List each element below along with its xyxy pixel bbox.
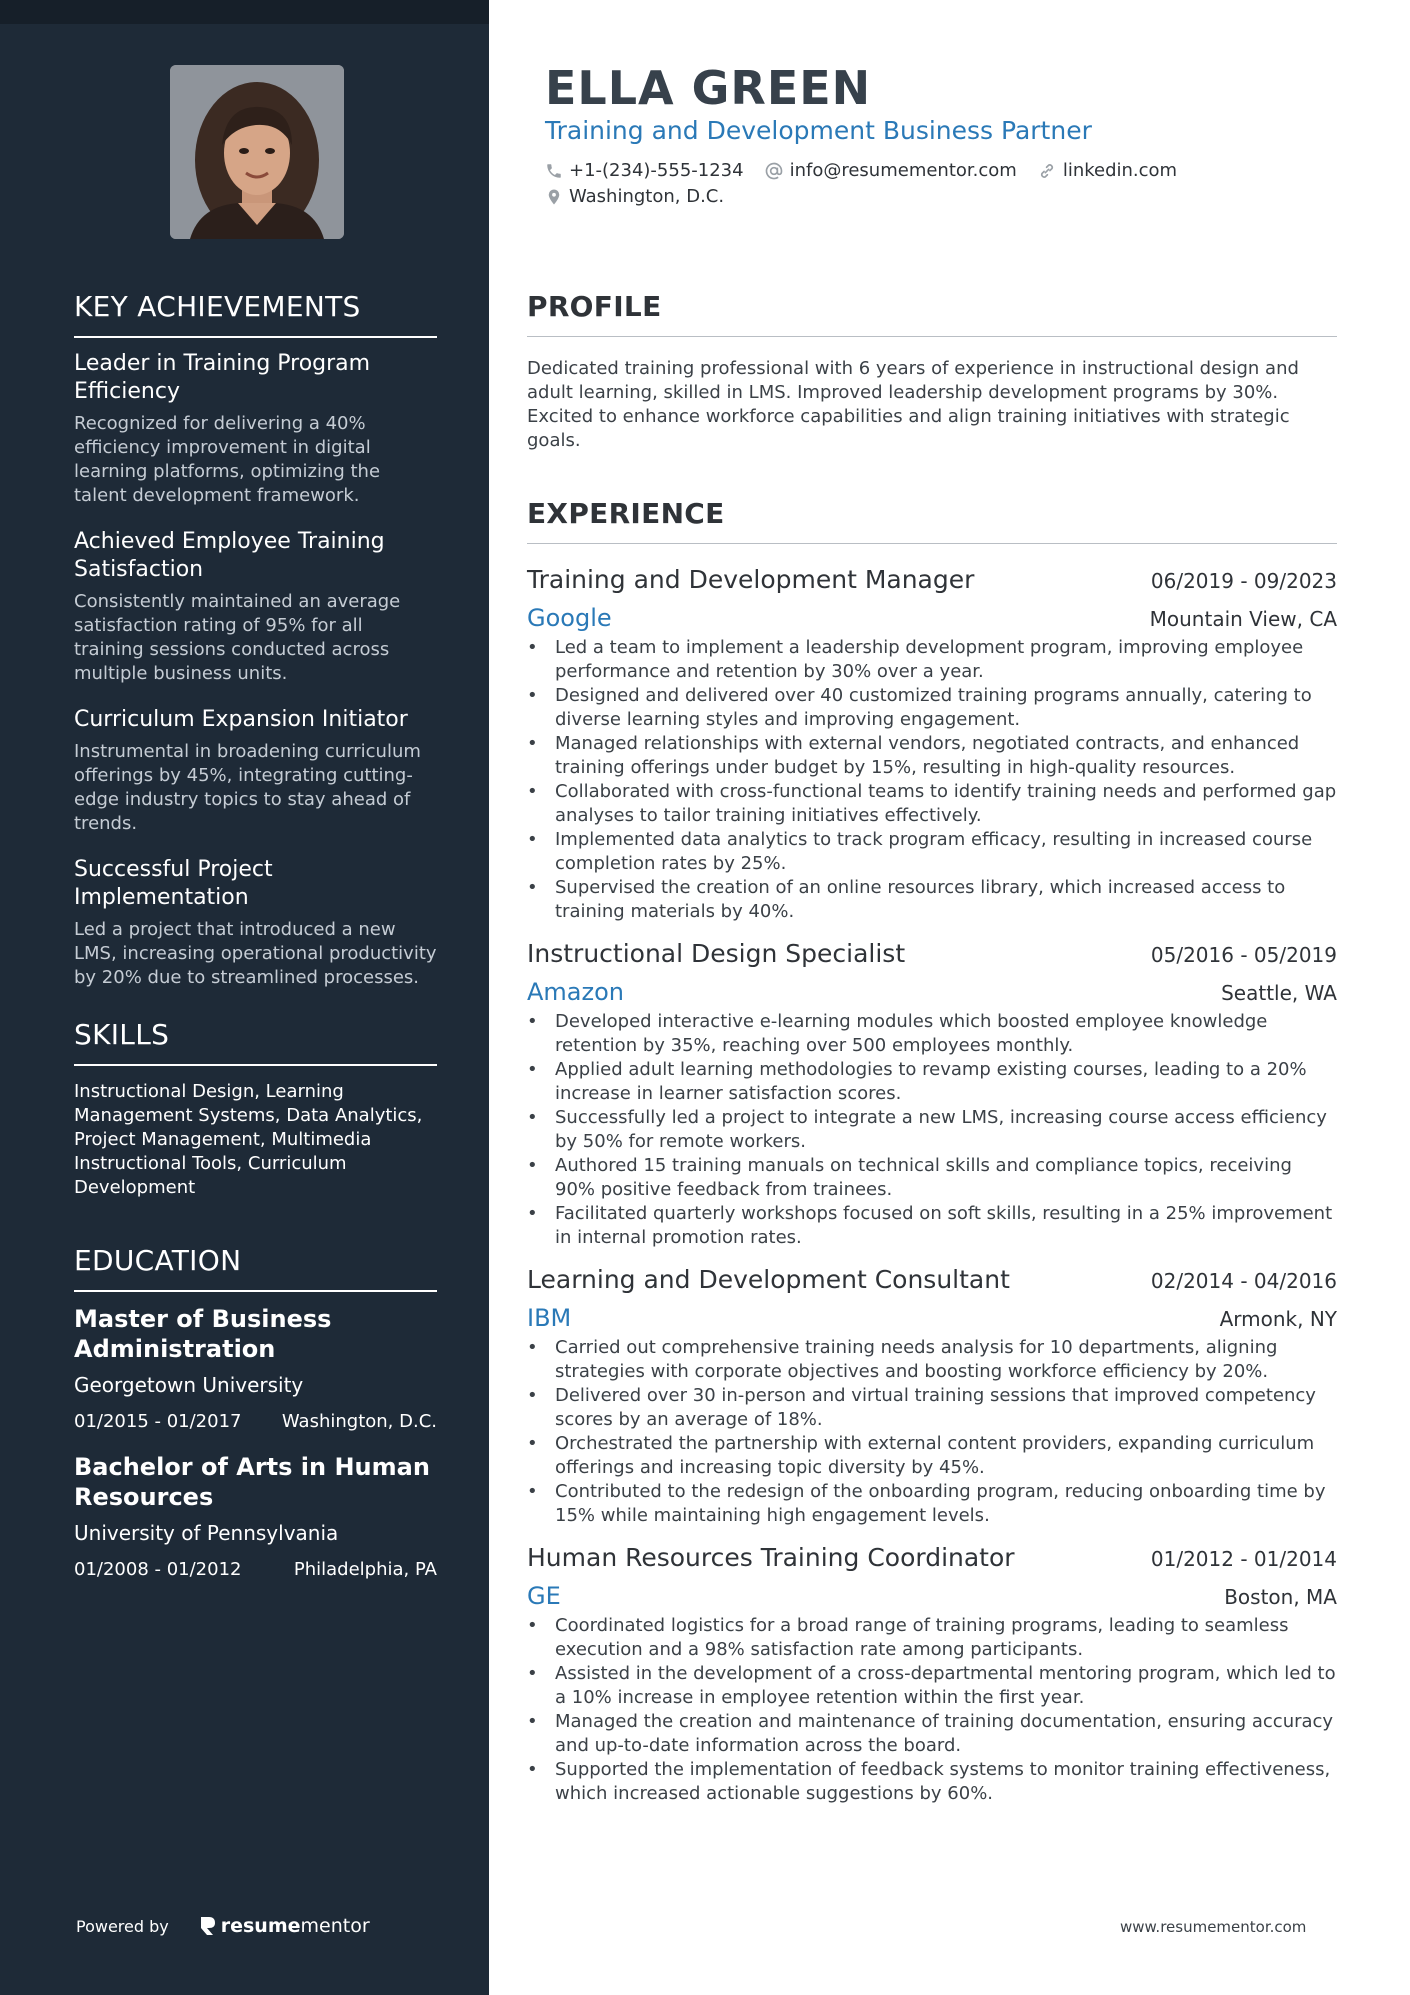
phone-text: +1-(234)-555-1234 (569, 160, 744, 181)
job-entry (527, 564, 1337, 924)
achievement-item (74, 856, 437, 990)
achievement-text: Led a project that introduced a new LMS, increasing operational productivity by 20% due to streamlined processes. (74, 919, 437, 988)
skills-heading: SKILLS (74, 1018, 437, 1066)
achievement-item (74, 528, 437, 686)
job-bullet: • Collaborated with cross-functional teams to identify training needs and performed gap analyses to tailor training initiatives effectively. (527, 780, 1337, 828)
linkedin-text: linkedin.com (1062, 160, 1178, 181)
education-dates: 01/2015 - 01/2017 (74, 1411, 242, 1432)
job-bullet: • Orchestrated the partnership with external content providers, expanding curriculum offerings and increasing topic diversity by 45%. (527, 1432, 1337, 1480)
email-text: info@resumementor.com (789, 160, 1017, 181)
job-company: IBM (527, 1304, 572, 1332)
job-company: Amazon (527, 978, 624, 1006)
job-entry (527, 1264, 1337, 1528)
brand-resume: resume (220, 1915, 301, 1937)
job-bullet: • Facilitated quarterly workshops focused on soft skills, resulting in a 25% improvement in internal promotion rates. (527, 1202, 1337, 1250)
education-school: Georgetown University (74, 1373, 304, 1397)
job-bullet: • Contributed to the redesign of the onboarding program, reducing onboarding time by 15% while maintaining high engagement levels. (527, 1480, 1337, 1528)
brand-mentor: mentor (300, 1915, 370, 1937)
job-bullet: • Authored 15 training manuals on technical skills and compliance topics, receiving 90% positive feedback from trainees. (527, 1154, 1337, 1202)
experience-heading: EXPERIENCE (527, 497, 1337, 544)
education-dates: 01/2008 - 01/2012 (74, 1559, 242, 1580)
education-item (74, 1304, 437, 1434)
job-bullet: • Developed interactive e-learning modules which boosted employee knowledge retention by 35%, reaching over 500 employees monthly. (527, 1010, 1337, 1058)
job-bullet: • Successfully led a project to integrate a new LMS, increasing course access efficiency by 50% for remote workers. (527, 1106, 1337, 1154)
contact-info (545, 158, 1335, 210)
job-subheader (527, 977, 1337, 1008)
key-achievements-section (74, 290, 437, 990)
job-dates: 05/2016 - 05/2019 (1150, 943, 1337, 967)
profile-section (527, 290, 1337, 453)
powered-by (76, 1915, 370, 1937)
link-icon (1037, 161, 1057, 181)
achievement-item (74, 706, 437, 836)
resumementor-logo[interactable] (199, 1915, 370, 1937)
job-title: Learning and Development Consultant (527, 1265, 1010, 1294)
job-subheader (527, 603, 1337, 634)
job-header (527, 938, 1337, 971)
job-bullet: • Coordinated logistics for a broad range of training programs, leading to seamless execution and a 98% satisfaction rate among participants. (527, 1614, 1337, 1662)
job-dates: 02/2014 - 04/2016 (1150, 1269, 1337, 1293)
job-title: Instructional Design Specialist (527, 939, 906, 968)
job-company: GE (527, 1582, 561, 1610)
job-header (527, 564, 1337, 597)
achievement-text: Instrumental in broadening curriculum offerings by 45%, integrating cutting-edge industry topics to stay ahead of trends. (74, 741, 421, 834)
phone-icon (545, 162, 563, 180)
job-bullet: • Managed relationships with external vendors, negotiated contracts, and enhanced training offerings under budget by 15%, resulting in high-quality resources. (527, 732, 1337, 780)
education-location: Philadelphia, PA (293, 1559, 437, 1580)
job-bullet: • Carried out comprehensive training needs analysis for 10 departments, aligning strategies with corporate objectives and boosting workforce efficiency by 20%. (527, 1336, 1337, 1384)
at-sign-icon (764, 161, 784, 181)
profile-photo (170, 65, 344, 239)
experience-section (527, 497, 1337, 1806)
education-item (74, 1452, 437, 1582)
contact-email[interactable] (764, 158, 1017, 184)
job-dates: 01/2012 - 01/2014 (1150, 1547, 1337, 1571)
footer-website-link[interactable]: www.resumementor.com (1120, 1918, 1307, 1936)
education-meta (74, 1558, 437, 1582)
skills-list: Instructional Design, Learning Management Systems, Data Analytics, Project Management, Multimedia Instructional Tools, Curriculum Development (74, 1081, 423, 1198)
education-location: Washington, D.C. (281, 1411, 437, 1432)
achievement-title: Achieved Employee Training Satisfaction (74, 529, 385, 582)
education-meta (74, 1410, 437, 1434)
sidebar-content (74, 290, 437, 1600)
resume-header (545, 60, 1335, 210)
job-bullets (527, 1614, 1337, 1806)
contact-location (545, 184, 724, 210)
achievement-item (74, 350, 437, 508)
job-title: Human Resources Training Coordinator (527, 1543, 1015, 1572)
job-entry (527, 1542, 1337, 1806)
education-degree: Bachelor of Arts in Human Resources (74, 1453, 430, 1511)
job-bullet: • Managed the creation and maintenance of training documentation, ensuring accuracy and up-to-date information across the board. (527, 1710, 1337, 1758)
job-subheader (527, 1303, 1337, 1334)
job-company: Google (527, 604, 612, 632)
job-bullet: • Implemented data analytics to track program efficacy, resulting in increased course completion rates by 25%. (527, 828, 1337, 876)
job-bullet: • Assisted in the development of a cross-departmental mentoring program, which led to a 10% increase in employee retention within the first year. (527, 1662, 1337, 1710)
sidebar (0, 0, 489, 1995)
job-bullet: • Supervised the creation of an online resources library, which increased access to training materials by 40%. (527, 876, 1337, 924)
contact-phone[interactable] (545, 158, 744, 184)
education-degree: Master of Business Administration (74, 1305, 332, 1363)
profile-heading: PROFILE (527, 290, 1337, 337)
powered-by-label: Powered by (76, 1916, 169, 1936)
education-school: University of Pennsylvania (74, 1521, 339, 1545)
job-location: Armonk, NY (1219, 1307, 1337, 1331)
job-bullet: • Applied adult learning methodologies to revamp existing courses, leading to a 20% increase in learner satisfaction scores. (527, 1058, 1337, 1106)
job-location: Seattle, WA (1221, 981, 1337, 1005)
job-bullets (527, 1010, 1337, 1250)
job-header (527, 1542, 1337, 1575)
skills-section (74, 1018, 437, 1200)
contact-linkedin[interactable] (1037, 158, 1177, 184)
achievement-title: Successful Project Implementation (74, 857, 273, 910)
main-content (527, 290, 1337, 1820)
job-bullets (527, 1336, 1337, 1528)
job-bullet: • Delivered over 30 in-person and virtual training sessions that improved competency scores by an average of 18%. (527, 1384, 1337, 1432)
education-section (74, 1244, 437, 1582)
profile-summary: Dedicated training professional with 6 years of experience in instructional design and adult learning, skilled in LMS. Improved leadership development programs by 30%. Excited to enhance workforce capabilities and align training initiatives with strategic goals. (527, 358, 1299, 451)
job-entry (527, 938, 1337, 1250)
job-bullet: • Designed and delivered over 40 customized training programs annually, catering to diverse learning styles and improving engagement. (527, 684, 1337, 732)
job-bullet: • Supported the implementation of feedback systems to monitor training effectiveness, which increased actionable suggestions by 60%. (527, 1758, 1337, 1806)
job-header (527, 1264, 1337, 1297)
education-heading: EDUCATION (74, 1244, 437, 1292)
job-title: Training and Development Manager (527, 565, 975, 594)
job-bullet: • Led a team to implement a leadership development program, improving employee performance and retention by 30% over a year. (527, 636, 1337, 684)
sidebar-top-strip (0, 0, 489, 24)
job-location: Mountain View, CA (1149, 607, 1337, 631)
resumementor-logo-icon (199, 1916, 217, 1936)
job-dates: 06/2019 - 09/2023 (1150, 569, 1337, 593)
achievement-text: Recognized for delivering a 40% efficiency improvement in digital learning platforms, optimizing the talent development framework. (74, 413, 381, 506)
job-subheader (527, 1581, 1337, 1612)
achievement-title: Leader in Training Program Efficiency (74, 351, 371, 404)
location-pin-icon (545, 187, 563, 207)
achievement-text: Consistently maintained an average satisfaction rating of 95% for all training sessions conducted across multiple business units. (74, 591, 401, 684)
candidate-title: Training and Development Business Partner (545, 116, 1092, 145)
location-text: Washington, D.C. (569, 186, 725, 207)
achievement-title: Curriculum Expansion Initiator (74, 707, 408, 732)
job-bullets (527, 636, 1337, 924)
key-achievements-heading: KEY ACHIEVEMENTS (74, 290, 437, 338)
job-location: Boston, MA (1224, 1585, 1337, 1609)
candidate-name: ELLA GREEN (545, 61, 872, 115)
